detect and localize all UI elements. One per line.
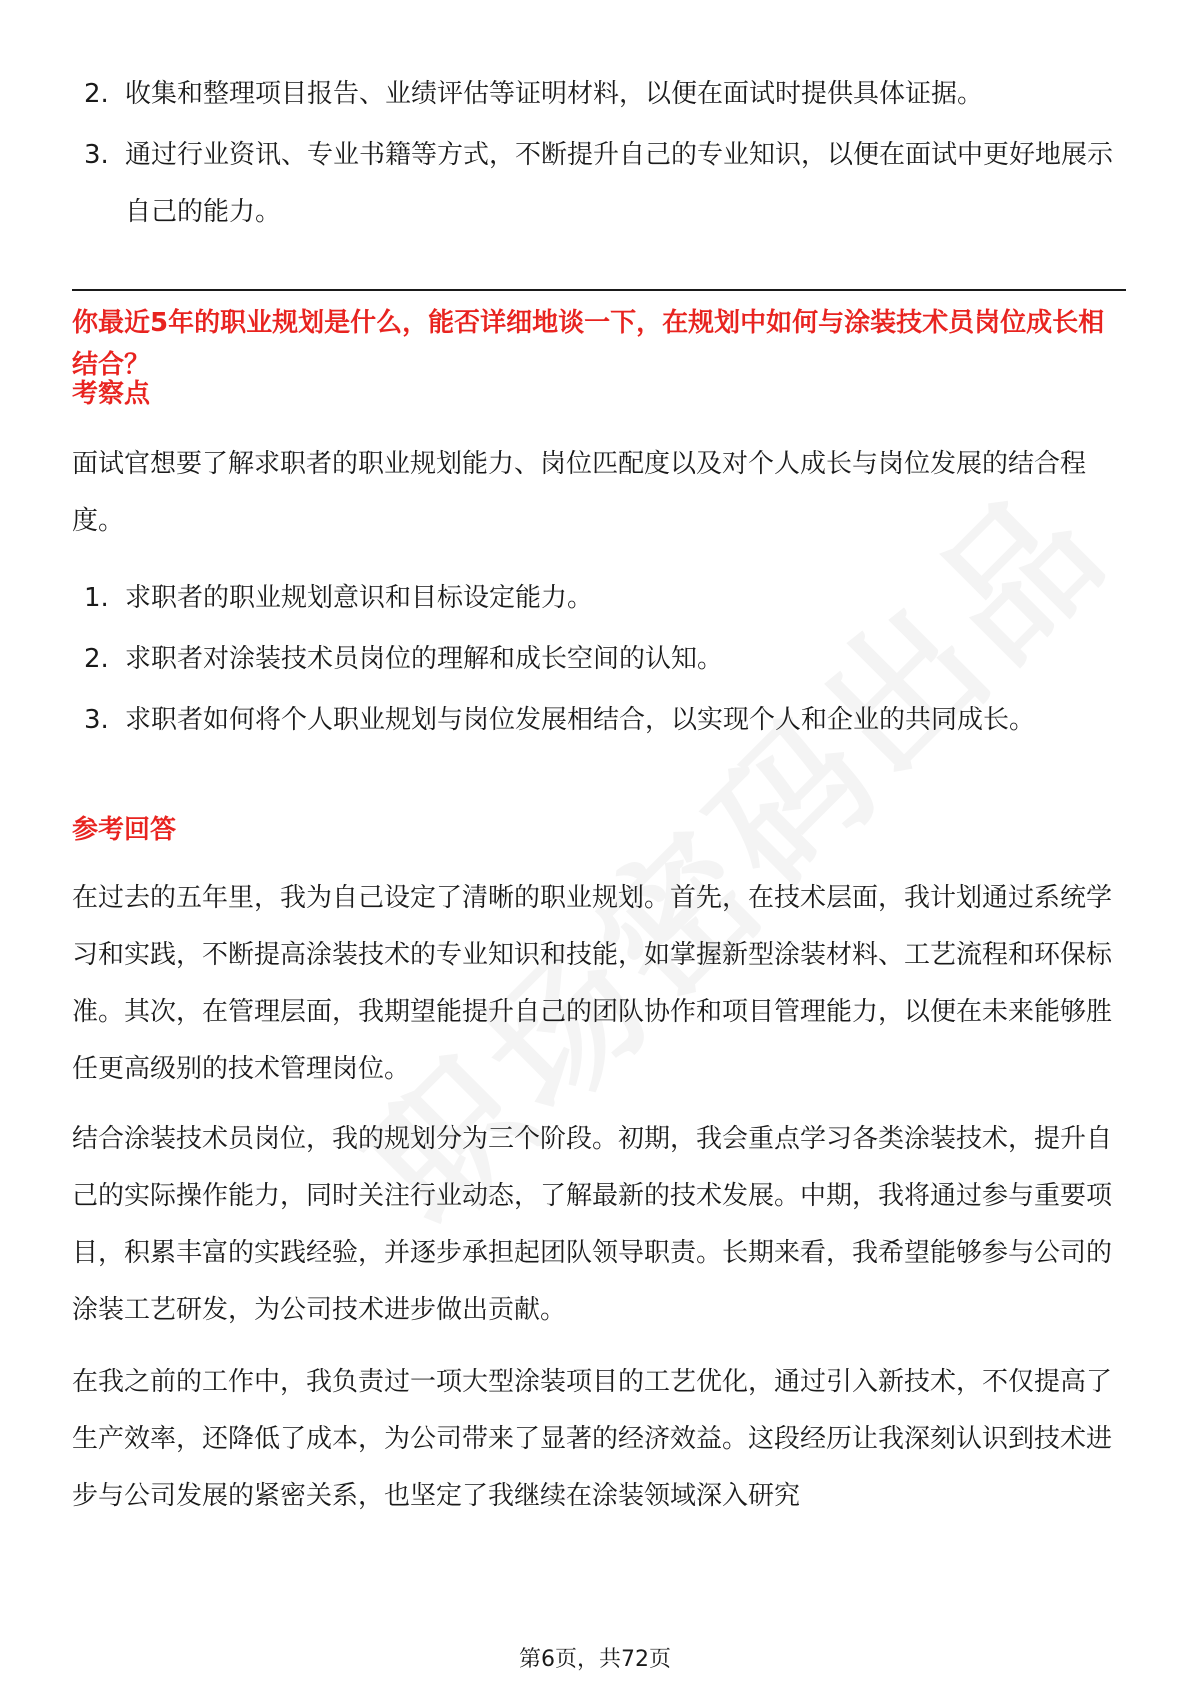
page-footer: 第6页，共72页 (519, 1647, 671, 1672)
top-list (72, 66, 1126, 245)
list-item-number: 2. (84, 79, 109, 109)
list-item-number: 3. (84, 140, 109, 170)
list-item-text: 求职者对涂装技术员岗位的理解和成长空间的认知。 (125, 644, 724, 674)
list-item-number: 2. (84, 644, 109, 674)
question-title: 你最近5年的职业规划是什么，能否详细地谈一下，在规划中如何与涂装技术员岗位成长相结合？ (72, 308, 1105, 380)
answer-paragraph: 结合涂装技术员岗位，我的规划分为三个阶段。初期，我会重点学习各类涂装技术，提升自己的实际操作能力，同时关注行业动态，了解最新的技术发展。中期，我将通过参与重要项目，积累丰富的实践经验，并逐步承担起团队领导职责。长期来看，我希望能够参与公司的涂装工艺研发，为公司技术进步做出贡献。 (72, 1124, 1113, 1325)
answer-paragraph: 在过去的五年里，我为自己设定了清晰的职业规划。首先，在技术层面，我计划通过系统学习和实践，不断提高涂装技术的专业知识和技能，如掌握新型涂装材料、工艺流程和环保标准。其次，在管理层面，我期望能提升自己的团队协作和项目管理能力，以便在未来能够胜任更高级别的技术管理岗位。 (72, 883, 1113, 1084)
list-item-number: 1. (84, 583, 109, 613)
section-divider (72, 289, 1126, 291)
list-item (72, 631, 1126, 688)
list-item (72, 127, 1126, 241)
section-heading-key-points: 考察点 (72, 379, 151, 409)
list-item-text: 通过行业资讯、专业书籍等方式，不断提升自己的专业知识，以便在面试中更好地展示自己的能力。 (125, 140, 1114, 227)
section-heading-reference-answer: 参考回答 (72, 815, 177, 845)
key-points-list (72, 570, 1126, 753)
list-item (72, 692, 1126, 749)
key-points-intro: 面试官想要了解求职者的职业规划能力、岗位匹配度以及对个人成长与岗位发展的结合程度。 (72, 449, 1087, 536)
list-item-text: 求职者如何将个人职业规划与岗位发展相结合，以实现个人和企业的共同成长。 (125, 705, 1036, 735)
list-item (72, 66, 1126, 123)
list-item-number: 3. (84, 705, 109, 735)
list-item (72, 570, 1126, 627)
answer-paragraph: 在我之前的工作中，我负责过一项大型涂装项目的工艺优化，通过引入新技术，不仅提高了生产效率，还降低了成本，为公司带来了显著的经济效益。这段经历让我深刻认识到技术进步与公司发展的紧密关系，也坚定了我继续在涂装领域深入研究 (72, 1367, 1113, 1511)
list-item-text: 收集和整理项目报告、业绩评估等证明材料，以便在面试时提供具体证据。 (125, 79, 984, 109)
list-item-text: 求职者的职业规划意识和目标设定能力。 (125, 583, 594, 613)
